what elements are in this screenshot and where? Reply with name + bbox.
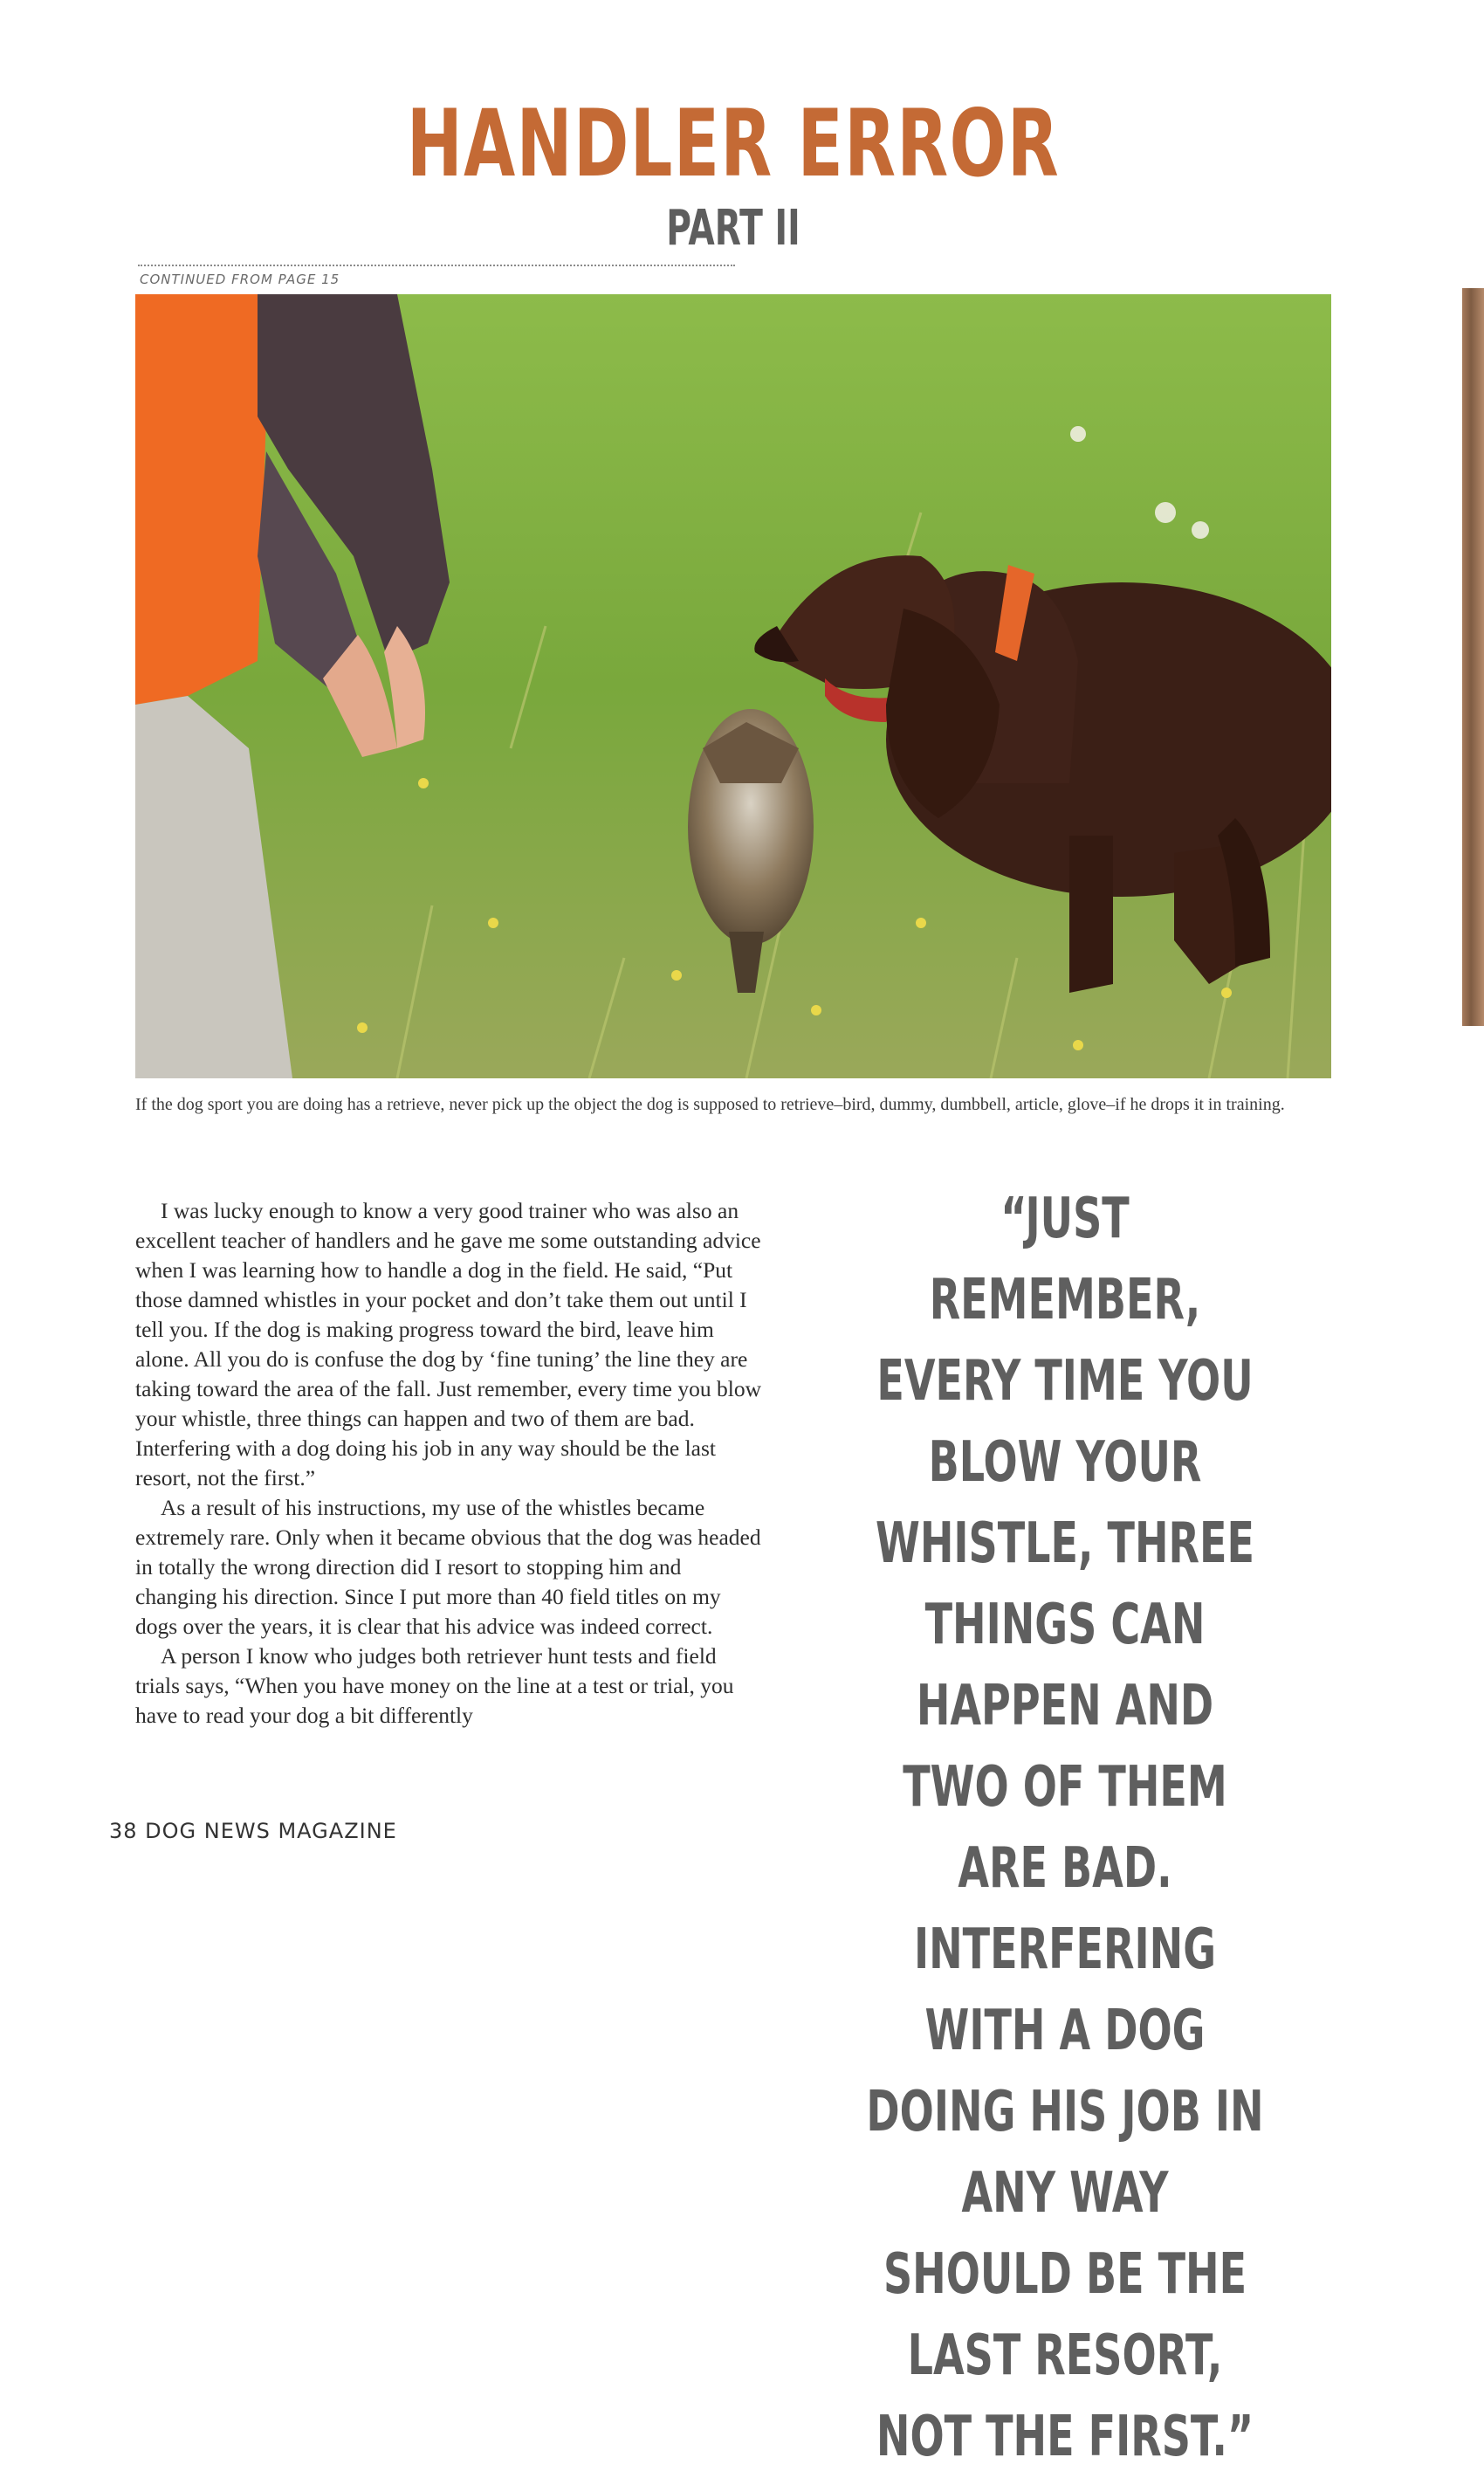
body-paragraph: As a result of his instructions, my use of the whistles became extremely rare. Only when it became obvious that the dog was headed in totally the wrong direction did I resort to stopping him and changing his direction. Since I put more than 40 field titles on my dogs over the years, it is clear that his advice was indeed correct. (135, 1495, 761, 1639)
page-footer: 38 DOG NEWS MAGAZINE (109, 1819, 397, 1843)
photo-caption: If the dog sport you are doing has a retrieve, never pick up the object the dog is supposed to retrieve–bird, dummy, dumbbell, article, glove–if he drops it in training. (135, 1095, 1285, 1114)
dotted-divider (138, 265, 735, 266)
article-photo (135, 294, 1331, 1078)
pull-quote: “JUST REMEMBER, EVERY TIME YOU BLOW YOUR WHISTLE, THREE THINGS CAN HAPPEN AND TWO OF THEM ARE BAD. INTERFERING WITH A DOG DOING HIS JOB IN ANY WAY SHOULD BE THE LAST RESORT, NOT THE FIRST.” (866, 1187, 1264, 2469)
article-title: HANDLER ERROR (406, 90, 1061, 197)
body-paragraph: I was lucky enough to know a very good trainer who was also an excellent teacher of handlers and he gave me some outstanding advice when I was learning how to handle a dog in the field. He said, “Put those damned whistles in your pocket and don’t take them out until I tell you. If the dog is making progress toward the bird, leave him alone. All you do is confuse the dog by ‘fine tuning’ the line they are taking toward the area of the fall. Just remember, every time you blow your whistle, three things can happen and two of them are bad. Interfering with a dog doing his job in any way should be the last resort, not the first.” (135, 1198, 761, 1490)
article-body (135, 1196, 764, 1731)
article-subtitle: PART II (666, 200, 800, 257)
body-paragraph: A person I know who judges both retriever hunt tests and field trials says, “When you have money on the line at a test or trial, you have to read your dog a bit differently (135, 1643, 734, 1728)
continued-note: CONTINUED FROM PAGE 15 (140, 272, 340, 287)
adjacent-page-edge (1462, 288, 1484, 1026)
